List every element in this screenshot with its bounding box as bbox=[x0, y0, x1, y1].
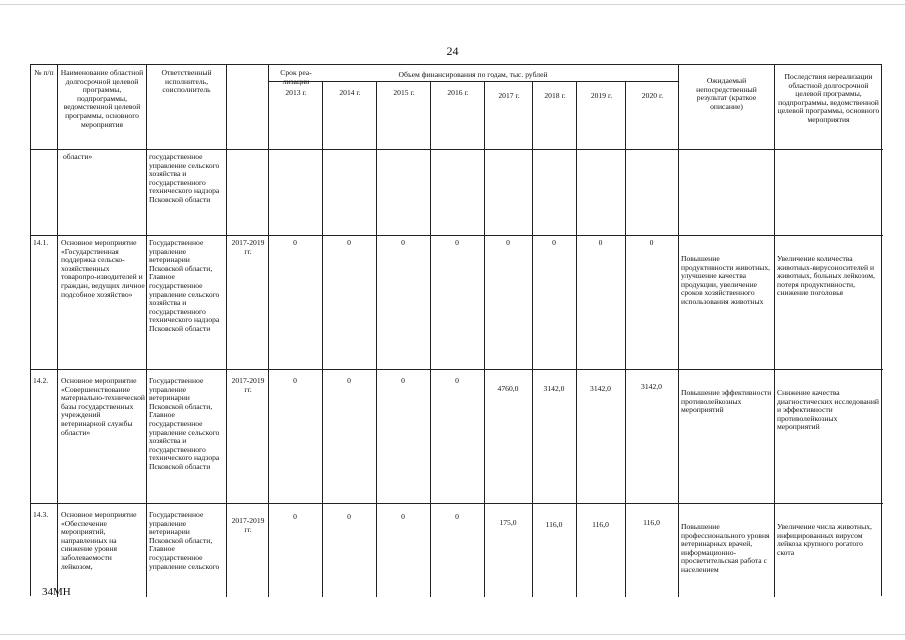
row-value: 116,0 bbox=[592, 520, 609, 529]
header-consequences: Последствия нереализации областной долгосрочной целевой программы, подпрограммы, ведомственной целевой программы, основного мероприятия bbox=[777, 72, 880, 124]
header-term: Срок реа-лизации bbox=[280, 68, 312, 86]
row-consequences: Увеличение количества животных-вирусоносителей и животных, больных лейкозом, потеря продуктивности, снижение поголовья bbox=[777, 254, 875, 298]
row-responsible: Государственное управление ветеринарии Псковской области, Главное государственное управление сельского хозяйства и государственного технического надзора Псковской области bbox=[149, 376, 220, 471]
row-num: 14.2. bbox=[33, 376, 49, 385]
row-value: 0 bbox=[347, 512, 351, 521]
row-consequences: Увеличение числа животных, инфицированных вирусом лейкоза крупного рогатого скота bbox=[777, 522, 872, 557]
row-result: Повышение профессионального уровня ветеринарных врачей, информационно-просветительская работа с населением bbox=[681, 522, 770, 574]
header-year: 2019 г. bbox=[590, 91, 613, 100]
footer-code: 34МН bbox=[42, 586, 71, 598]
header-year: 2013 г. bbox=[285, 88, 307, 97]
row-name: Основное мероприятие «Государственная поддержка сельско-хозяйственных товаропро-изводителей и граждан, ведущих личное подсобное хозяйство» bbox=[61, 238, 145, 299]
row-result: Повышение эффективности противолейкозных мероприятий bbox=[681, 388, 772, 415]
row-value: 0 bbox=[455, 238, 459, 247]
continuation-name: области» bbox=[63, 152, 93, 161]
row-term: 2017-2019 гг. bbox=[231, 376, 265, 394]
row-num: 14.3. bbox=[33, 510, 49, 519]
row-value: 0 bbox=[455, 512, 459, 521]
continuation-responsible: государственное управление сельского хозяйства и государственного технического надзора Псковской области bbox=[149, 152, 220, 204]
row-value: 0 bbox=[347, 376, 351, 385]
row-term: 2017-2019 гг. bbox=[231, 516, 265, 534]
header-funding: Объем финансирования по годам, тыс. рублей bbox=[398, 70, 548, 79]
row-value: 0 bbox=[401, 512, 405, 521]
row-value: 0 bbox=[401, 376, 405, 385]
row-value: 4760,0 bbox=[497, 384, 519, 393]
header-year: 2016 г. bbox=[447, 88, 469, 97]
header-year: 2020 г. bbox=[641, 91, 664, 100]
row-value: 3142,0 bbox=[641, 382, 662, 391]
row-value: 0 bbox=[347, 238, 351, 247]
row-value: 0 bbox=[649, 238, 654, 247]
header-result: Ожидаемый непосредственный результат (краткое описание) bbox=[696, 76, 757, 111]
page-number: 24 bbox=[446, 44, 459, 58]
row-responsible: Государственное управление ветеринарии Псковской области, Главное государственное управление сельского bbox=[149, 510, 220, 571]
header-year: 2015 г. bbox=[393, 88, 415, 97]
header-year: 2014 г. bbox=[339, 88, 361, 97]
row-name: Основное мероприятие «Обеспечение мероприятий, направленных на снижение уровня заболеваемости лейкозом, bbox=[61, 510, 137, 571]
row-value: 3142,0 bbox=[543, 384, 565, 393]
row-value: 0 bbox=[455, 376, 459, 385]
row-value: 0 bbox=[506, 238, 510, 247]
row-num: 14.1. bbox=[33, 238, 49, 247]
row-responsible: Государственное управление ветеринарии Псковской области, Главное государственное управление сельского хозяйства и государственного технического надзора Псковской области bbox=[149, 238, 220, 333]
row-value: 116,0 bbox=[643, 518, 660, 527]
row-value: 116,0 bbox=[545, 520, 563, 529]
row-value: 0 bbox=[293, 238, 297, 247]
header-num: № п/п bbox=[34, 68, 54, 77]
row-value: 0 bbox=[293, 512, 297, 521]
header-name: Наименование областной долгосрочной целевой программы, подпрограммы, ведомственной целевой программы, основного мероприятия bbox=[60, 68, 144, 129]
row-value: 0 bbox=[401, 238, 405, 247]
row-value: 0 bbox=[598, 238, 603, 247]
header-responsible: Ответственный исполнитель, соисполнитель bbox=[161, 68, 212, 95]
row-result: Повышение продуктивности животных, улучшение качества продукции, увеличение сроков хозяйственного использования животных bbox=[681, 254, 771, 306]
program-table bbox=[30, 64, 882, 596]
row-term: 2017-2019 гг. bbox=[231, 238, 265, 256]
row-name: Основное мероприятие «Совершенствование материально-технической базы государственных учреждений ветеринарной службы области» bbox=[61, 376, 145, 437]
header-year: 2018 г. bbox=[544, 91, 566, 100]
row-consequences: Снижение качества диагностических исследований и эффективности противолейкозных мероприятий bbox=[777, 388, 879, 432]
header-year: 2017 г. bbox=[498, 91, 520, 100]
row-value: 0 bbox=[552, 238, 556, 247]
row-value: 0 bbox=[293, 376, 297, 385]
row-value: 3142,0 bbox=[590, 384, 611, 393]
row-value: 175,0 bbox=[499, 518, 517, 527]
